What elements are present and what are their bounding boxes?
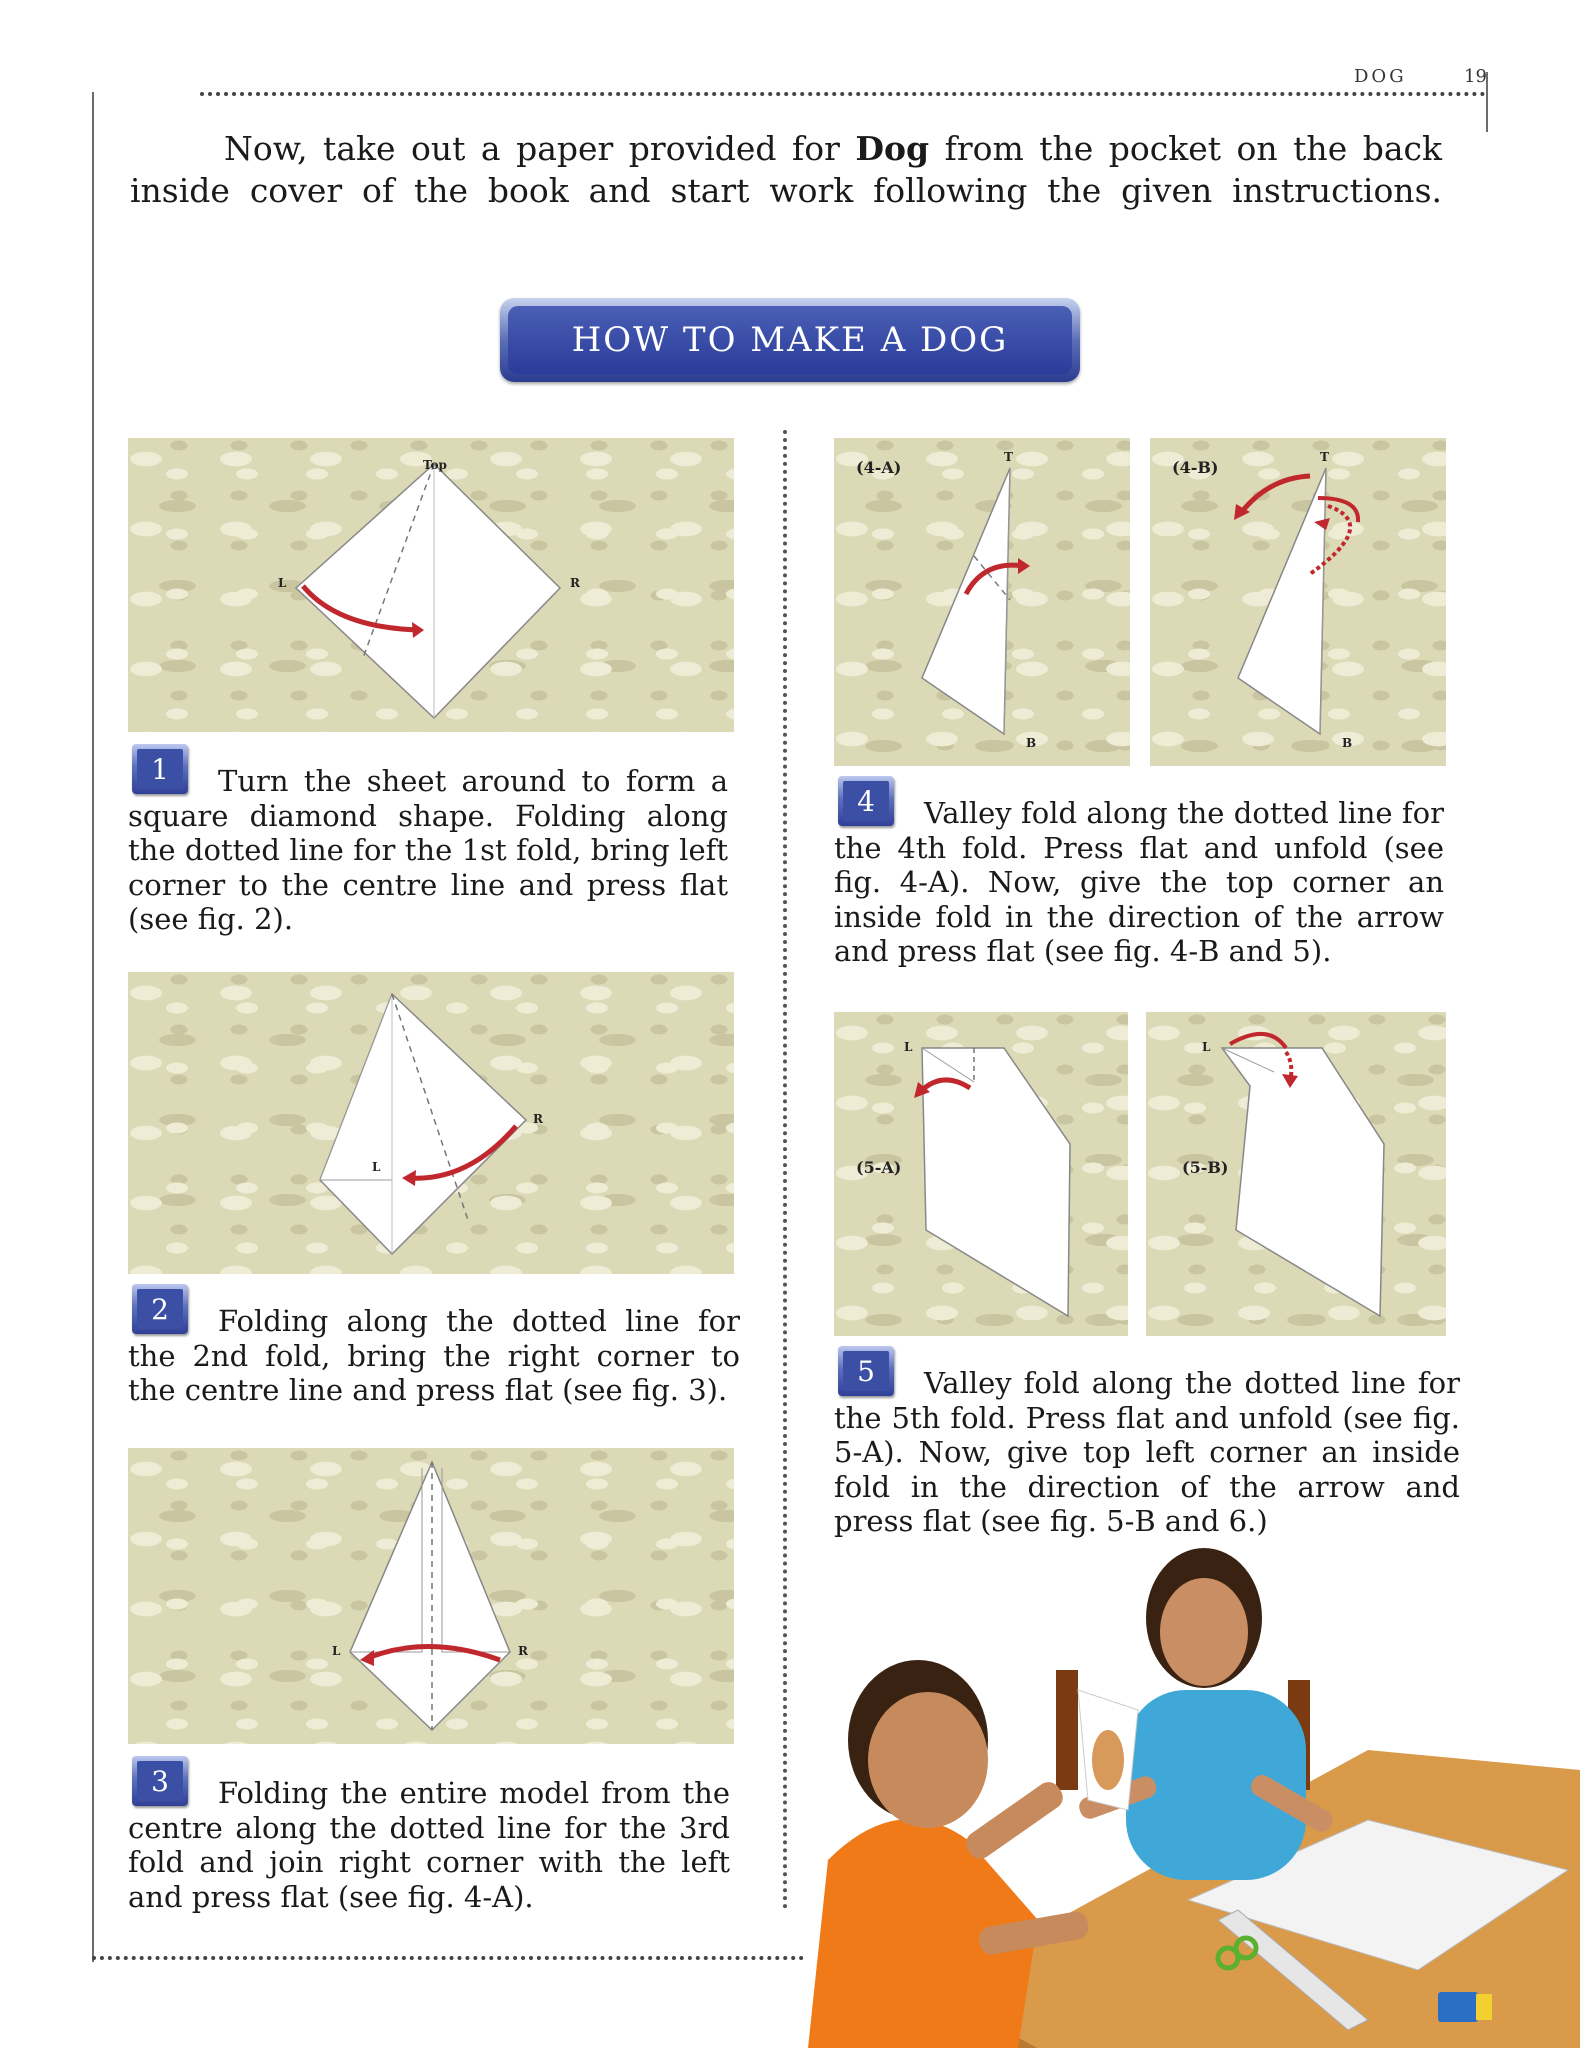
figure-5b (1146, 1012, 1446, 1336)
figure-5a-left-label: L (904, 1040, 913, 1054)
figure-4b (1150, 438, 1446, 766)
step-3-text (128, 1776, 730, 1914)
figure-2 (128, 972, 734, 1274)
step-3-body: Folding the entire model from the centre along the dotted line for the 3rd fold and join right corner with the left and press flat (see fig. 4-A). (128, 1776, 730, 1914)
step-2-text (128, 1304, 740, 1408)
figure-5a (834, 1012, 1128, 1336)
step-4-text (834, 796, 1444, 969)
figure-5a-label: (5-A) (856, 1158, 902, 1177)
step-4-number: 4 (838, 776, 894, 826)
step-5-text (834, 1366, 1460, 1539)
figure-1-right-label: R (570, 576, 580, 590)
figure-4b-top-label: T (1320, 450, 1329, 464)
intro-text-2: from the pocket on the back inside cover of the book and start work following the given instructions. (130, 129, 1442, 210)
figure-3-drawing (128, 1448, 734, 1744)
figure-3 (128, 1448, 734, 1744)
figure-3-left-label: L (332, 1644, 341, 1658)
step-2-number: 2 (132, 1284, 188, 1334)
photo-illustration (808, 1540, 1580, 2048)
figure-4b-label: (4-B) (1172, 458, 1219, 477)
bottom-dotted-rule (92, 1956, 804, 1960)
figure-5b-label: (5-B) (1182, 1158, 1229, 1177)
figure-1-drawing (128, 438, 734, 732)
figure-1-top-label: Top (423, 458, 447, 472)
figure-3-right-label: R (518, 1644, 528, 1658)
figure-2-left-label: L (372, 1160, 381, 1174)
figure-4b-drawing (1150, 438, 1446, 766)
figure-4a-top-label: T (1004, 450, 1013, 464)
step-5-number: 5 (838, 1346, 894, 1396)
figure-4a-label: (4-A) (856, 458, 902, 477)
step-4-body: Valley fold along the dotted line for the 4th fold. Press flat and unfold (see fig. 4-A). Now, give the top corner an inside fold in the direction of the arrow and press flat (see fig. 4-B and 5). (834, 796, 1444, 968)
step-1-text (128, 764, 728, 937)
figure-1 (128, 438, 734, 732)
step-5-body: Valley fold along the dotted line for the 5th fold. Press flat and unfold (see fig. 5-A). Now, give top left corner an inside fold in the direction of the arrow and press flat (see fig. 5-B and 6.) (834, 1366, 1460, 1538)
top-dotted-rule (200, 92, 1486, 96)
intro-paragraph (130, 128, 1442, 212)
page-title: HOW TO MAKE A DOG (508, 306, 1072, 374)
figure-5b-left-label: L (1202, 1040, 1211, 1054)
column-dotted-divider (783, 430, 787, 1910)
figure-4a-drawing (834, 438, 1130, 766)
figure-4a (834, 438, 1130, 766)
intro-bold: Dog (855, 129, 930, 168)
step-1-body: Turn the sheet around to form a square diamond shape. Folding along the dotted line for the 1st fold, bring left corner to the centre line and press flat (see fig. 2). (128, 764, 728, 936)
left-margin-rule (92, 92, 94, 1962)
intro-text-1: Now, take out a paper provided for (224, 129, 856, 168)
figure-2-right-label: R (533, 1112, 543, 1126)
figure-1-left-label: L (278, 576, 287, 590)
children-folding-photo (808, 1540, 1580, 2048)
step-2-body: Folding along the dotted line for the 2nd fold, bring the right corner to the centre line and press flat (see fig. 3). (128, 1304, 740, 1407)
figure-4b-bottom-label: B (1342, 736, 1353, 750)
page-number: 19 (1464, 66, 1487, 87)
figure-2-drawing (128, 972, 734, 1274)
step-3-number: 3 (132, 1756, 188, 1806)
running-head: DOG (1354, 66, 1407, 87)
step-1-number: 1 (132, 744, 188, 794)
figure-4a-bottom-label: B (1026, 736, 1037, 750)
